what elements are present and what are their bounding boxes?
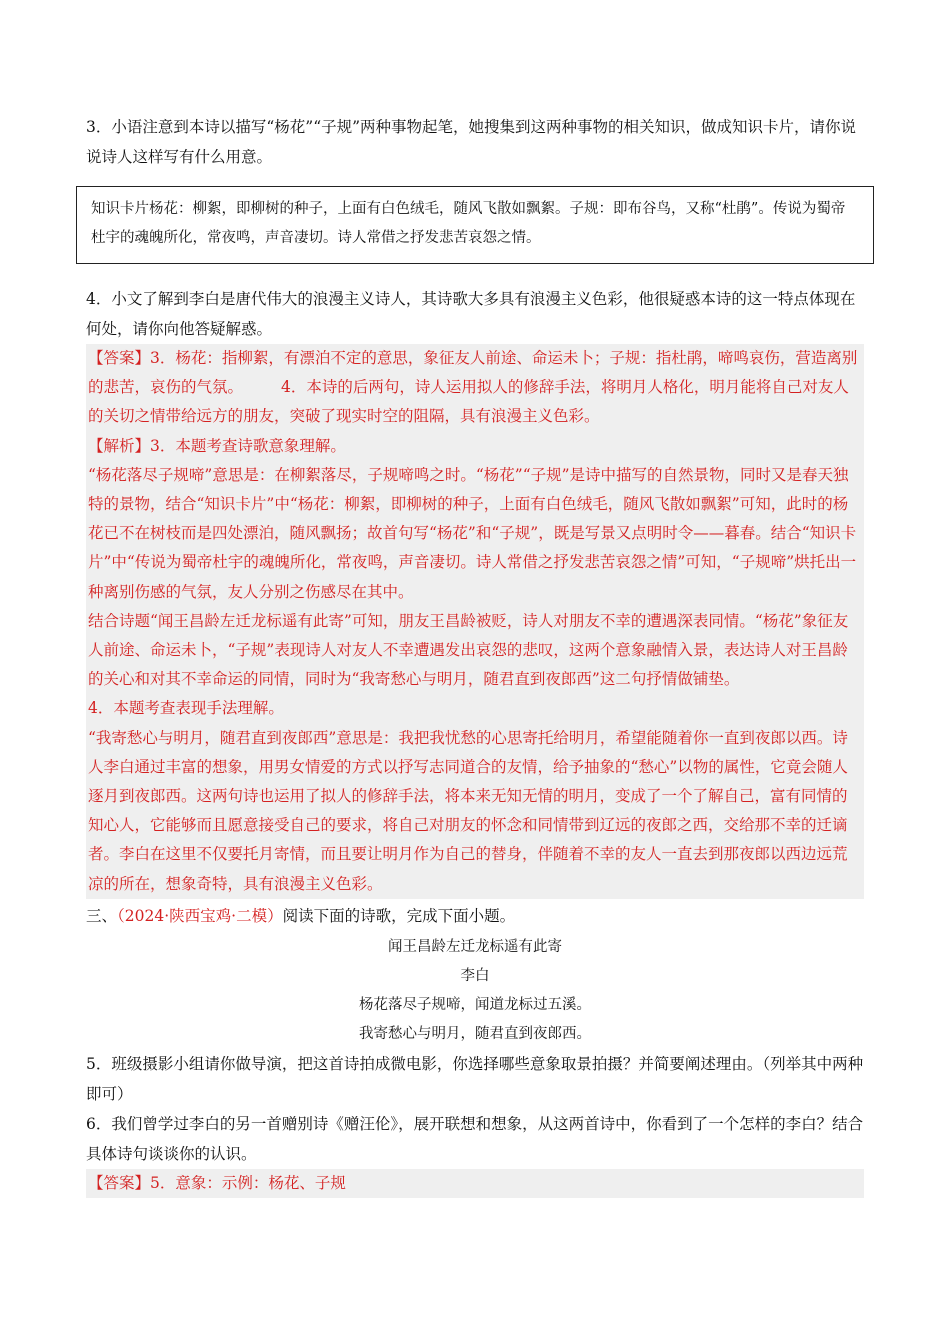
- analysis-4-heading: 4．本题考查表现手法理解。: [88, 699, 284, 718]
- section-instruction: 阅读下面的诗歌，完成下面小题。: [282, 906, 516, 925]
- analysis-3-heading: 3．本题考查诗歌意象理解。: [150, 436, 346, 455]
- analysis-4-paragraph: “我寄愁心与明月，随君直到夜郎西”意思是：我把我忧愁的心思寄托给明月，希望能随着你一直到夜郎以西。诗人李白通过丰富的想象，用男女情爱的方式以抒写志同道合的友情，给予抽象的“愁心”以物的属性，它竟会随人逐月到夜郎西。这两句诗也运用了拟人的修辞手法，将本来无知无情的明月，变成了一个了解自己，富有同情的知心人，它能够而且愿意接受自己的要求，将自己对朋友的怀念和同情带到辽远的夜郎之西，交给那不幸的迁谪者。李白在这里不仅要托月寄情，而且要让明月作为自己的替身，伴随着不幸的友人一直去到那夜郎以西边远荒凉的所在，想象奇特，具有浪漫主义色彩。: [88, 728, 848, 893]
- question-3: 3．小语注意到本诗以描写“杨花”“子规”两种事物起笔，她搜集到这两种事物的相关知识，做成知识卡片，请你说说诗人这样写有什么用意。: [86, 118, 857, 166]
- answer-3: 3．杨花：指柳絮，有漂泊不定的意思，象征友人前途、命运未卜；子规：指杜鹃，啼鸣哀伤，营造离别的悲苦，哀伤的气氛。: [88, 349, 858, 397]
- analysis-3-paragraph-2: 结合诗题“闻王昌龄左迁龙标遥有此寄”可知，朋友王昌龄被贬，诗人对朋友不幸的遭遇深表同情。“杨花”象征友人前途、命运未卜，“子规”表现诗人对友人不幸遭遇发出哀怨的悲叹，这两个意象融情入景，表达诗人对王昌龄的关心和对其不幸命运的同情，同时为“我寄愁心与明月，随君直到夜郎西”这二句抒情做铺垫。: [88, 611, 849, 689]
- section-prefix: 三、: [86, 906, 118, 925]
- question-4: 4．小文了解到李白是唐代伟大的浪漫主义诗人，其诗歌大多具有浪漫主义色彩，他很疑惑本诗的这一特点体现在何处，请你向他答疑解惑。: [86, 290, 856, 338]
- knowledge-card: 知识卡片杨花：柳絮，即柳树的种子，上面有白色绒毛，随风飞散如飘絮。子规：即布谷鸟，又称“杜鹃”。传说为蜀帝杜宇的魂魄所化，常夜鸣，声音凄切。诗人常借之抒发悲苦哀怨之情。: [76, 186, 874, 264]
- answer-tag-2: 【答案】: [88, 1173, 151, 1192]
- poem-title: 闻王昌龄左迁龙标遥有此寄: [388, 938, 562, 955]
- poem-author: 李白: [460, 967, 490, 984]
- poem-line-2: 我寄愁心与明月，随君直到夜郎西。: [359, 1025, 591, 1042]
- answer-tag: 【答案】: [88, 349, 151, 367]
- question-6: 6．我们曾学过李白的另一首赠别诗《赠汪伦》，展开联想和想象，从这两首诗中，你看到了一个怎样的李白？结合具体诗句谈谈你的认识。: [86, 1114, 864, 1163]
- document-page: [86, 112, 864, 1198]
- question-5: 5．班级摄影小组请你做导演，把这首诗拍成微电影，你选择哪些意象取景拍摄？并简要阐述理由。（列举其中两种即可）: [86, 1054, 864, 1103]
- poem-line-1: 杨花落尽子规啼，闻道龙标过五溪。: [359, 996, 591, 1013]
- answer-block-2: [86, 1169, 864, 1198]
- answer-block-1: [86, 344, 864, 899]
- poem: [86, 933, 864, 1049]
- section-3-heading: [86, 901, 864, 931]
- analysis-3-paragraph-1: “杨花落尽子规啼”意思是：在柳絮落尽，子规啼鸣之时。“杨花”“子规”是诗中描写的自然景物，同时又是春天独特的景物，结合“知识卡片”中“杨花：柳絮，即柳树的种子，上面有白色绒毛，随风飞散如飘絮”可知，此时的杨花已不在树枝而是四处漂泊，随风飘扬；故首句写“杨花”和“子规”，既是写景又点明时令——暮春。结合“知识卡片”中“传说为蜀帝杜宇的魂魄所化，常夜鸣，声音凄切。诗人常借之抒发悲苦哀怨之情”可知，“子规啼”烘托出一种离别伤感的气氛，友人分别之伤感尽在其中。: [88, 465, 857, 601]
- section-source: （2024·陕西宝鸡·二模）: [117, 906, 283, 925]
- answer-4: 4．本诗的后两句，诗人运用拟人的修辞手法，将明月人格化，明月能将自己对友人的关切之情带给远方的朋友，突破了现实时空的阻隔，具有浪漫主义色彩。: [88, 378, 849, 426]
- answer-5: 5．意象：示例：杨花、子规: [150, 1173, 346, 1192]
- analysis-tag: 【解析】: [88, 436, 151, 455]
